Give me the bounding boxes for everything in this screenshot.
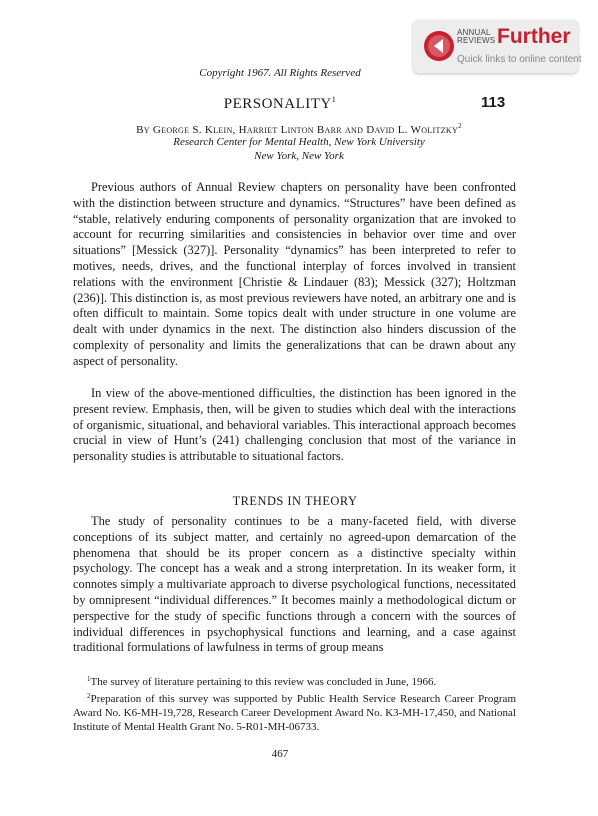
annual-reviews-further-badge[interactable] — [413, 20, 582, 73]
copyright-notice: Copyright 1967. All Rights Reserved — [199, 67, 361, 79]
badge-line1: ANNUAL — [457, 28, 491, 37]
footnote-2-mark: 2 — [87, 692, 91, 700]
paragraph-1-text: Previous authors of Annual Review chapters on personality have been confronted with the distinction between structure and dynamics. “Structures” have been defined as “stable, relatively enduring components of personality organization that are invoked to account for recurring similarities and consistencies in behavior over time and over situations” [Messick (327)]. Personality “dynamics” has been interpreted to refer to motives, needs, drives, and the functional interplay of forces involved in transient relations with the environment [Christie & Lindauer (83); Messick (327); Holtzman (236)]. This distinction is, as most previous reviewers have noted, an arbitrary one and is often difficult to maintain. Some topics dealt with under structure in one volume are dealt with under dynamics in the next. The distinction also hinders discussion of the complexity of personality and limits the generalizations that can be drawn about any aspect of personality. — [73, 180, 516, 368]
paragraph-3-text: The study of personality continues to be a many-faceted field, with diverse conceptions of its subject matter, and certainly no agreed-upon demarcation of the phenomena that should be its proper concern as a distinctive specialty within psychology. The concept has a weak and a strong interpretation. In its weaker form, it connotes simply a multivariate approach to diverse psychological functions, necessitated by omnipresent “individual differences.” It becomes mainly a methodological dictum or perspective for the study of specific functions through a concern with the sources of individual differences in psychophysical functions and learning, and a case against traditional formulations of lawfulness in terms of group means — [73, 514, 516, 655]
badge-tagline: Quick links to online content — [457, 54, 582, 65]
title-text: PERSONALITY — [223, 96, 332, 112]
footnote-2-text: Preparation of this survey was supported by Public Health Service Research Career Program Award No. K6-MH-19,728, Research Career Development Award No. K3-MH-17,450, and National Institute of Mental Health Grant No. 5-R01-MH-06733. — [73, 693, 516, 733]
badge-brand: Further — [497, 25, 571, 48]
body-paragraph-3 — [73, 514, 516, 656]
further-logo-icon — [423, 30, 455, 62]
section-heading: TRENDS IN THEORY — [232, 494, 358, 508]
body-paragraph-1 — [73, 180, 516, 370]
title-footnote-mark: 1 — [331, 95, 337, 104]
badge-line2: REVIEWS — [457, 36, 496, 45]
author-footnote-mark: 2 — [458, 122, 462, 130]
footnote-1-text: The survey of literature pertaining to this review was concluded in June, 1966. — [90, 676, 437, 688]
author-prefix: By — [136, 124, 150, 136]
article-title — [0, 95, 560, 113]
page-number-top: 113 — [481, 94, 506, 111]
affiliation-line-1: Research Center for Mental Health, New York University — [173, 136, 425, 148]
affiliation-line-2: New York, New York — [254, 150, 344, 162]
footnotes — [73, 672, 516, 734]
author-line — [0, 122, 598, 136]
author-names: George S. Klein, Harriet Linton Barr and David L. Wolitzky — [152, 124, 459, 136]
body-paragraph-2 — [73, 386, 516, 465]
footnote-2 — [73, 689, 516, 734]
footnote-1-mark: 1 — [87, 675, 91, 683]
footnote-1 — [73, 672, 516, 689]
paragraph-2-text: In view of the above-mentioned difficulties, the distinction has been ignored in the present review. Emphasis, then, will be given to studies which deal with the interactions of organismic, situational, and behavioral variables. This interactional approach becomes crucial in view of Hunt’s (241) challenging conclusion that most of the variance in personality studies is attributable to situational factors. — [73, 386, 516, 464]
badge-small-text — [457, 29, 495, 45]
page-folio: 467 — [271, 748, 289, 760]
